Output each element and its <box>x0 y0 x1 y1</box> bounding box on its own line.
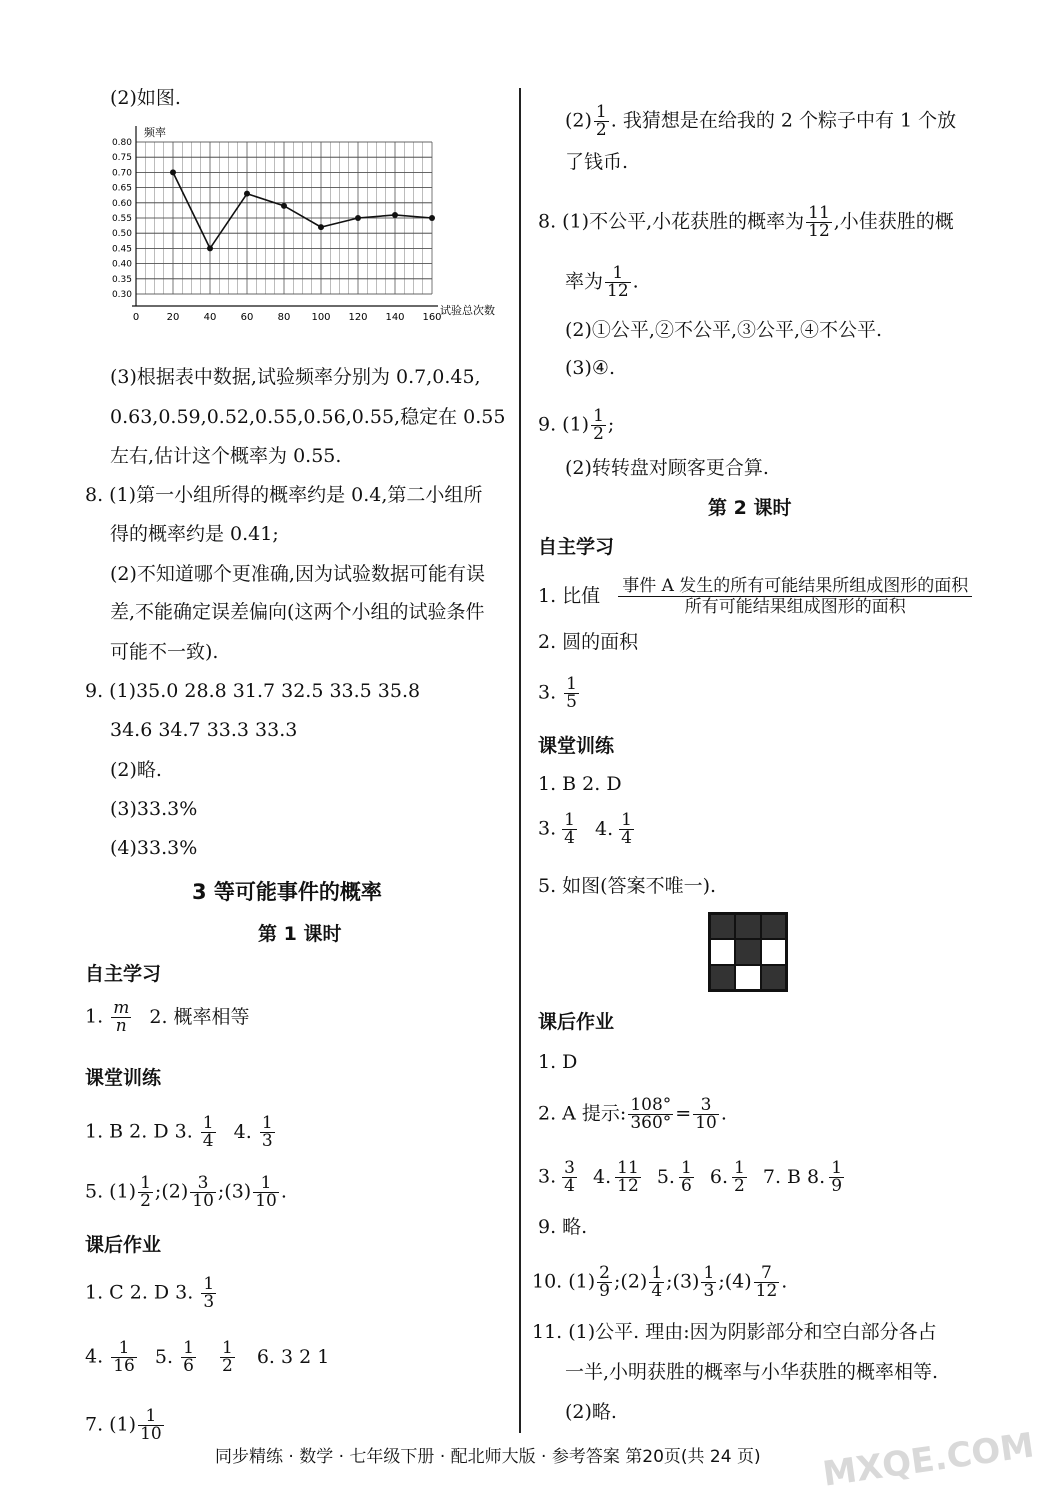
grid-cell-black <box>710 914 735 939</box>
chart-data-point <box>392 212 398 218</box>
lesson2-title: 第 2 课时 <box>708 497 792 519</box>
chart-xtick-label: 120 <box>348 312 368 323</box>
h11-line3: (2)略. <box>565 1401 617 1423</box>
k1-row-right: 1. B 2. D <box>538 773 622 795</box>
chart-data-point <box>170 169 176 175</box>
r9-row: 9. (1) $\frac{1}{2}$ ; <box>538 406 615 444</box>
r8-row: 8. (1)不公平,小花获胜的概率为 $\frac{11}{12}$ ,小佳获胜的概 <box>538 203 954 241</box>
q8-line4: 差,不能确定误差偏向(这两个小组的试验条件 <box>110 601 485 623</box>
q3-line3: 左右,估计这个概率为 0.55. <box>110 445 342 467</box>
kehou-heading-left: 课后作业 <box>85 1234 162 1256</box>
grid-cell-white <box>710 939 735 964</box>
chart-data-point <box>318 224 324 230</box>
h1-row-right: 1. D <box>538 1051 578 1073</box>
chart-ytick-label: 0.75 <box>111 153 132 164</box>
page-footer: 同步精练 · 数学 · 七年级下册 · 配北师大版 · 参考答案 第20页(共 24 页) <box>215 1447 761 1467</box>
q8-line3: (2)不知道哪个更准确,因为试验数据可能有误 <box>110 563 485 585</box>
chart-xtick-label: 0 <box>132 312 140 323</box>
h2-row-right: 2. A 提示: $\frac{108^\circ}{360^\circ}$ = $\frac{3}{10}$ . <box>538 1095 727 1133</box>
q8-line5: 可能不一致). <box>110 641 219 663</box>
grid-cell-black <box>710 965 735 990</box>
h7-row: 7. (1) $\frac{1}{10}$ <box>85 1406 162 1444</box>
h11-line2: 一半,小明获胜的概率与小华获胜的概率相等. <box>565 1361 939 1383</box>
chart-xtick-label: 60 <box>240 312 254 323</box>
q9-line1: 9. (1)35.0 28.8 31.7 32.5 33.5 35.8 <box>85 680 421 702</box>
h11-line1: 11. (1)公平. 理由:因为阴影部分和空白部分各占 <box>532 1321 937 1343</box>
z2-row: 2. 圆的面积 <box>538 631 639 653</box>
r9-part2: (2)转转盘对顾客更合算. <box>565 457 769 479</box>
h3-row-right: 3. $\frac{3}{4}$ 4. $\frac{11}{12}$ 5. $\frac{1}{6}$ 6. $\frac{1}{2}$ 7. B 8. $\frac{1}{9}$ <box>538 1158 843 1196</box>
z1-row: 1. 比值 事件 A 发生的所有可能结果所组成图形的面积 所有可能结果组成图形的面积 <box>538 576 972 618</box>
r2-line2: 了钱币. <box>565 151 629 173</box>
q3-line1: (3)根据表中数据,试验频率分别为 0.7,0.45, <box>110 366 481 388</box>
chart-data-point <box>244 191 250 197</box>
q9-part3: (3)33.3% <box>110 798 198 820</box>
chart-xtick-label: 100 <box>311 312 331 323</box>
frequency-line-chart <box>88 122 508 322</box>
column-divider <box>519 88 521 1433</box>
grid-cell-white <box>735 965 760 990</box>
chart-ytick-label: 0.35 <box>111 274 132 285</box>
chart-xtick-label: 20 <box>166 312 180 323</box>
chart-data-point <box>207 245 213 251</box>
chart-xtick-label: 40 <box>203 312 217 323</box>
lesson1-title: 第 1 课时 <box>258 923 342 945</box>
watermark: MXQE.COM <box>820 1425 1037 1495</box>
ketang-heading-right: 课堂训练 <box>538 735 615 757</box>
k1-row: 1. B 2. D 3. $\frac{1}{4}$ 4. $\frac{1}{3}$ <box>85 1113 273 1151</box>
k5-row: 5. (1) $\frac{1}{2}$ ;(2) $\frac{3}{10}$ ;(3) $\frac{1}{10}$ . <box>85 1173 287 1211</box>
chart-ytick-label: 0.50 <box>111 229 132 240</box>
q8-line2: 得的概率约是 0.41; <box>110 523 279 545</box>
chart-data-point <box>355 215 361 221</box>
q3-line2: 0.63,0.59,0.52,0.55,0.56,0.55,稳定在 0.55 <box>110 406 506 428</box>
ketang-heading-left: 课堂训练 <box>85 1067 162 1089</box>
chart-xtick-label: 140 <box>385 312 405 323</box>
zizhu-heading-right: 自主学习 <box>538 536 615 558</box>
kehou-heading-right: 课后作业 <box>538 1011 615 1033</box>
h9-row-right: 9. 略. <box>538 1216 588 1238</box>
grid-cell-black <box>761 914 786 939</box>
h1-row: 1. C 2. D 3. $\frac{1}{3}$ <box>85 1274 215 1312</box>
r8-part2: (2)①公平,②不公平,③公平,④不公平. <box>565 319 883 341</box>
chart-ytick-label: 0.55 <box>111 214 132 224</box>
k3-row-right: 3. $\frac{1}{4}$ 4. $\frac{1}{4}$ <box>538 810 632 848</box>
q9-part2: (2)略. <box>110 759 162 781</box>
k5-row-right: 5. 如图(答案不唯一). <box>538 875 717 897</box>
r2-row: (2) $\frac{1}{2}$ . 我猜想是在给我的 2 个粽子中有 1 个放 <box>565 102 957 140</box>
section-title: 3 等可能事件的概率 <box>192 880 382 904</box>
grid-cell-white <box>761 939 786 964</box>
chart-data-point <box>429 215 435 221</box>
h10-row-right: 10. (1) $\frac{2}{9}$ ;(2) $\frac{1}{4}$ ;(3) $\frac{1}{3}$ ;(4) $\frac{7}{12}$ . <box>532 1263 788 1301</box>
chart-xtick-label: 80 <box>277 312 291 323</box>
zizhu-heading-left: 自主学习 <box>85 963 162 985</box>
chart-ytick-label: 0.65 <box>111 183 132 194</box>
q9-part4: (4)33.3% <box>110 837 198 859</box>
chart-ytick-label: 0.45 <box>111 244 132 255</box>
r8-part3: (3)④. <box>565 357 615 379</box>
grid-cell-black <box>761 965 786 990</box>
chart-xtick-label: 160 <box>422 312 442 323</box>
chart-data-point <box>281 203 287 209</box>
chart-ytick-label: 0.40 <box>111 259 132 270</box>
chart-ytick-label: 0.30 <box>111 290 132 300</box>
r8-line2: 率为 $\frac{1}{12}$ . <box>565 263 639 301</box>
q2-label: (2)如图. <box>110 87 181 109</box>
q9-line2: 34.6 34.7 33.3 33.3 <box>110 719 298 741</box>
answer-grid-figure <box>708 912 788 992</box>
a1-row: 1. $\frac{m}{n}$ 2. 概率相等 <box>85 998 250 1036</box>
chart-ytick-label: 0.60 <box>111 198 132 209</box>
h4-row: 4. $\frac{1}{16}$ 5. $\frac{1}{6}$ $\frac{1}{2}$ 6. 3 2 1 <box>85 1338 330 1376</box>
grid-cell-black <box>735 939 760 964</box>
chart-xlabel: 试验总次数 <box>440 304 495 317</box>
chart-ylabel: 频率 <box>144 126 166 139</box>
chart-ytick-label: 0.70 <box>111 168 132 179</box>
q8-line1: 8. (1)第一小组所得的概率约是 0.4,第二小组所 <box>85 484 483 506</box>
z3-row: 3. $\frac{1}{5}$ <box>538 674 577 712</box>
chart-ytick-label: 0.80 <box>111 138 132 148</box>
grid-cell-black <box>735 914 760 939</box>
